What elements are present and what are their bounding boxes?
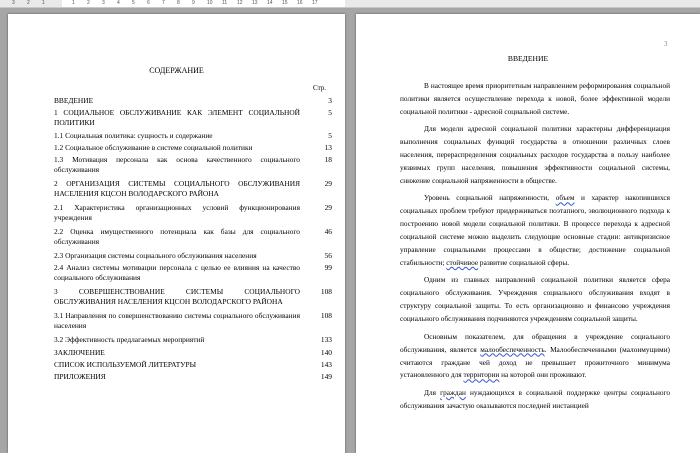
paragraph [400, 387, 670, 413]
toc-entry-page: 18 [324, 155, 332, 164]
ruler-tick: 14 [267, 0, 273, 6]
paragraph [400, 331, 670, 383]
toc-entry-text: ЗАКЛЮЧЕНИЕ [54, 348, 105, 357]
document-page-contents[interactable] [8, 14, 345, 453]
toc-entry-text: 1.3 Мотивация персонала как основа качественного социального обслуживания [54, 155, 300, 174]
toc-entry-text: 1 СОЦИАЛЬНОЕ ОБСЛУЖИВАНИЕ КАК ЭЛЕМЕНТ СОЦИАЛЬНОЙ ПОЛИТИКИ [54, 108, 300, 127]
ruler-tick: 13 [252, 0, 258, 6]
ruler-tick: 9 [192, 0, 195, 6]
toc-entry-text: 2.3 Организация системы социального обслуживания населения [54, 251, 257, 260]
toc-entry-page: 99 [324, 263, 332, 272]
paragraph [400, 192, 670, 269]
ruler-tick: 10 [207, 0, 213, 6]
spelling-flagged-word: малообеспеченность [480, 344, 545, 354]
ruler-tick: 17 [312, 0, 318, 6]
text-run: Для [424, 387, 441, 397]
toc-entry-page: 5 [328, 108, 332, 117]
ruler-tick: 3 [12, 0, 15, 6]
toc-entry-page: 5 [328, 131, 332, 140]
spelling-flagged-word: территории [463, 370, 500, 380]
toc-entry-page: 140 [320, 348, 332, 357]
horizontal-ruler[interactable] [0, 0, 700, 8]
text-run: развитие социальной сферы. [478, 257, 570, 267]
body-text[interactable] [400, 80, 670, 417]
toc-entry-text: 2 ОРГАНИЗАЦИЯ СИСТЕМЫ СОЦИАЛЬНОГО ОБСЛУЖИВАНИЯ НАСЕЛЕНИЯ КЦСОН ВОЛОДАРСКОГО РАЙОНА [54, 179, 300, 198]
toc-entry-text: 3.1 Направления по совершенствованию системы социального обслуживания населения [54, 311, 300, 330]
ruler-tick: 3 [102, 0, 105, 6]
toc-entry-text: 1.2 Социальное обслуживание в системе социальной политики [54, 143, 253, 152]
ruler-tick: 15 [282, 0, 288, 6]
spelling-flagged-word: объем [555, 193, 575, 203]
text-run: на которой они проживают. [499, 370, 587, 380]
toc-entry-text: 2.1 Характеристика организационных условий функционирования учреждения [54, 203, 300, 222]
text-run: нуждающихся в социальной поддержке центры социального обслуживания зачастую оказываются последней инстанцией [400, 387, 670, 410]
ruler-tick: 2 [27, 0, 30, 6]
toc-entry-page: 13 [324, 143, 332, 152]
ruler-tick: 1 [42, 0, 45, 6]
toc-entry-text: 3 СОВЕРШЕНСТВОВАНИЕ СИСТЕМЫ СОЦИАЛЬНОГО ОБСЛУЖИВАНИЯ НАСЕЛЕНИЯ КЦСОН ВОЛОДАРСКОГО РАЙОНА [54, 287, 300, 306]
toc-entry-page: 108 [320, 287, 332, 296]
toc-entry-page: 56 [324, 251, 332, 260]
section-title: ВВЕДЕНИЕ [507, 54, 549, 63]
ruler-tick: 5 [132, 0, 135, 6]
ruler-tick: 6 [147, 0, 150, 6]
toc-entry-page: 29 [324, 203, 332, 212]
page-number: 3 [664, 40, 668, 48]
page-column-header: Стр. [313, 84, 326, 92]
text-run: . Малообеспеченными (малоимущими) считаются граждане чей доход не превышает прожиточного минимума установленного для [400, 344, 670, 380]
ruler-tick: 4 [117, 0, 120, 6]
ruler-tick: 7 [162, 0, 165, 6]
ruler-tick: 1 [72, 0, 75, 6]
toc-entry-text: 2.4 Анализ системы мотивации персонала с целью ее влияния на качество социального обслуживания [54, 263, 300, 282]
paragraph: Для модели адресной социальной политики характерны дифференциация выполнения социальных функций государства в отношении различных слоев населения, перераспределения социальных расходов государства в пользу наиболее уязвимых групп населения, повышения эффективности социальной системы, снижение социальной напряженности в обществе. [400, 124, 670, 185]
ruler-tick: 12 [237, 0, 243, 6]
text-run: Уровень социальной напряженности, [424, 193, 556, 203]
toc-entry-page: 143 [320, 360, 332, 369]
toc-entry-page: 133 [320, 335, 332, 344]
toc-entry-text: 1.1 Социальная политика: сущность и содержание [54, 131, 213, 140]
document-page-introduction[interactable] [356, 14, 700, 453]
toc-entry-text: ПРИЛОЖЕНИЯ [54, 372, 106, 381]
toc-entry-text: 3.2 Эффективность предлагаемых мероприятий [54, 335, 205, 344]
toc-entry-page: 46 [324, 227, 332, 236]
paragraph: В настоящее время приоритетным направлением реформирования социальной политики является осуществление перехода к новой, более эффективной модели социальной политики - адресной социальной системе. [400, 81, 670, 116]
ruler-tick: 11 [222, 0, 228, 6]
text-run: и характер накопившихся социальных проблем требуют придерживаться поэтапного, эволюционного подхода к построению новой модели социальной политики. В процессе перехода к адресной социальной системе можно выделить следующие основные стадии: антикризисное управление социальными процессами в обществе; достижение социальной стабильности; [400, 193, 670, 267]
ruler-tick: 16 [297, 0, 303, 6]
spelling-flagged-word: стойчивое [446, 257, 479, 267]
spelling-flagged-word: граждан [440, 387, 466, 397]
toc-title: СОДЕРЖАНИЕ [149, 66, 204, 75]
ruler-tick: 8 [177, 0, 180, 6]
toc-entry-page: 29 [324, 179, 332, 188]
toc-entry-page: 108 [320, 311, 332, 320]
text-run: Основным показателем, для обращения в учреждение социального обслуживания, является [400, 331, 670, 354]
paragraph: Одним из главных направлений социальной политики является сфера социального обслуживания. Учреждения социального обслуживания входят в структуру социальной защиты. То есть организационно и финансово учреждения социального обслуживания подчиняются учреждениям социальной защиты. [400, 275, 670, 324]
toc-entry-text: СПИСОК ИСПОЛЬЗУЕМОЙ ЛИТЕРАТУРЫ [54, 360, 197, 369]
ruler-tick: 2 [87, 0, 90, 6]
toc-entry-page: 3 [328, 96, 332, 105]
toc-entry-text: ВВЕДЕНИЕ [54, 96, 94, 105]
toc-entry-text: 2.2 Оценка имущественного потенциала как базы для социального обслуживания [54, 227, 300, 246]
toc-entry-page: 149 [320, 372, 332, 381]
